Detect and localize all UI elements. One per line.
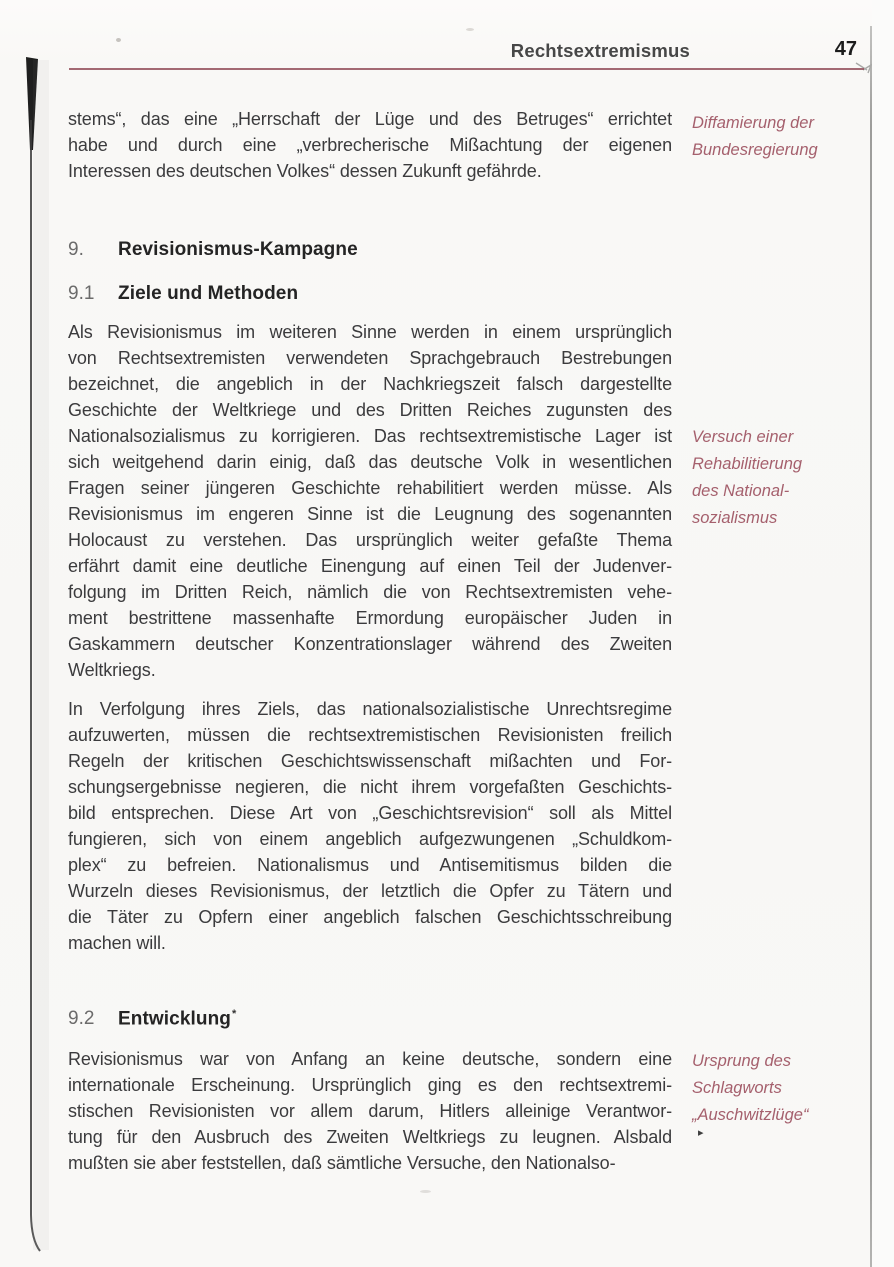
text-line: stischen Revisionisten vor allem darum, Hitlers alleinige Verantwor- [68, 1101, 672, 1121]
text-line: Versuch einer [692, 428, 794, 446]
text-line: schungsergebnisse negieren, die nicht ihrem vorgefaßten Geschichts- [68, 777, 672, 797]
text-line: „Auschwitzlüge“ [692, 1106, 809, 1124]
text-line: habe und durch eine „verbrecherische Mißachtung der eigenen [68, 135, 672, 155]
running-title: Rechtsextremismus [510, 40, 690, 61]
scan-speck [466, 28, 474, 31]
text-line: von Rechtsextremisten verwendeten Sprachgebrauch Bestrebungen [68, 348, 672, 368]
text-line: bezeichnet, die angeblich in der Nachkriegszeit falsch dargestellte [68, 374, 672, 394]
text-line: folgung im Dritten Reich, nämlich die von Rechtsextremisten vehe- [68, 582, 672, 602]
text-line: sich weitgehend darin einig, daß das deutsche Volk in wesentlichen [68, 452, 672, 472]
text-line: Revisionismus im engeren Sinne ist die Leugnung des sogenannten [68, 504, 672, 524]
section-title: Entwicklung [118, 1008, 231, 1030]
text-line: In Verfolgung ihres Ziels, das nationalsozialistische Unrechtsregime [68, 699, 672, 719]
section-title: Revisionismus-Kampagne [118, 239, 358, 260]
book-spine-shadow [0, 0, 60, 1267]
text-line: des National- [692, 482, 790, 500]
text-line: mußten sie aber feststellen, daß sämtliche Versuche, den Nationalso- [68, 1153, 616, 1173]
paragraph-development [68, 1046, 672, 1176]
margin-note-diffamierung [692, 110, 872, 164]
text-line: bild entsprechen. Diese Art von „Geschichtsrevision“ soll als Mittel [68, 803, 672, 823]
text-line: Rehabilitierung [692, 455, 803, 473]
page-number: 47 [834, 38, 857, 60]
paragraph-goals [68, 319, 672, 683]
text-line: Weltkriegs. [68, 660, 156, 680]
text-line: Diffamierung der [692, 114, 814, 132]
text-line: Als Revisionismus im weiteren Sinne werden in einem ursprünglich [68, 322, 672, 342]
section-number: 9. [68, 239, 84, 260]
footnote-marker: * [232, 1008, 237, 1020]
text-line: Bundesregierung [692, 141, 818, 159]
text-line: erfährt damit eine deutliche Einengung auf einen Teil der Judenver- [68, 556, 672, 576]
text-line: Revisionismus war von Anfang an keine deutsche, sondern eine [68, 1049, 672, 1069]
text-line: ment bestrittene massenhafte Ermordung europäischer Juden in [68, 608, 672, 628]
margin-note-rehabilitierung [692, 424, 872, 532]
text-line: aufzuwerten, müssen die rechtsextremistischen Revisionisten freilich [68, 725, 672, 745]
text-line: sozialismus [692, 509, 778, 527]
page-edge-margin [872, 0, 894, 1267]
section-number: 9.2 [68, 1008, 95, 1030]
text-line: Fragen seiner jüngeren Geschichte rehabilitiert werden müsse. Als [68, 478, 672, 498]
paragraph-intro [68, 106, 672, 184]
scan-speck [116, 38, 121, 42]
text-line: Holocaust zu verstehen. Das ursprünglich weiter gefaßte Thema [68, 530, 672, 550]
section-number: 9.1 [68, 283, 95, 304]
text-line: tung für den Ausbruch des Zweiten Weltkriegs zu leugnen. Alsbald [68, 1127, 672, 1147]
text-line: machen will. [68, 933, 166, 953]
section-heading-9-2 [68, 1002, 672, 1031]
paragraph-method [68, 696, 672, 956]
margin-note-auschwitzluege [692, 1048, 872, 1129]
section-heading-9 [68, 238, 672, 262]
margin-note-arrow-icon: ▸ [698, 1127, 704, 1139]
text-line: Wurzeln dieses Revisionismus, der letztlich die Opfer zu Tätern und [68, 881, 672, 901]
section-heading-9-1 [68, 282, 672, 306]
text-line: Interessen des deutschen Volkes“ dessen Zukunft gefährde. [68, 161, 542, 181]
text-line: Gaskammern deutscher Konzentrationslager während des Zweiten [68, 634, 672, 654]
scan-speck [420, 1190, 431, 1193]
text-line: internationale Erscheinung. Ursprünglich ging es den rechtsextremi- [68, 1075, 672, 1095]
header-rule [69, 68, 864, 70]
text-line: Geschichte der Weltkriege und des Dritten Reiches zugunsten des [68, 400, 672, 420]
text-line: fungieren, sich von einem angeblich aufgezwungenen „Schuldkom- [68, 829, 672, 849]
section-title: Ziele und Methoden [118, 283, 299, 304]
text-line: Schlagworts [692, 1079, 782, 1097]
text-line: Nationalsozialismus zu korrigieren. Das rechtsextremistische Lager ist [68, 426, 672, 446]
text-line: Regeln der kritischen Geschichtswissenschaft mißachten und For- [68, 751, 672, 771]
text-line: stems“, das eine „Herrschaft der Lüge und des Betruges“ errichtet [68, 109, 672, 129]
text-line: Ursprung des [692, 1052, 792, 1070]
text-line: plex“ zu befreien. Nationalismus und Antisemitismus bilden die [68, 855, 672, 875]
text-line: die Täter zu Opfern einer angeblich falschen Geschichtsschreibung [68, 907, 672, 927]
